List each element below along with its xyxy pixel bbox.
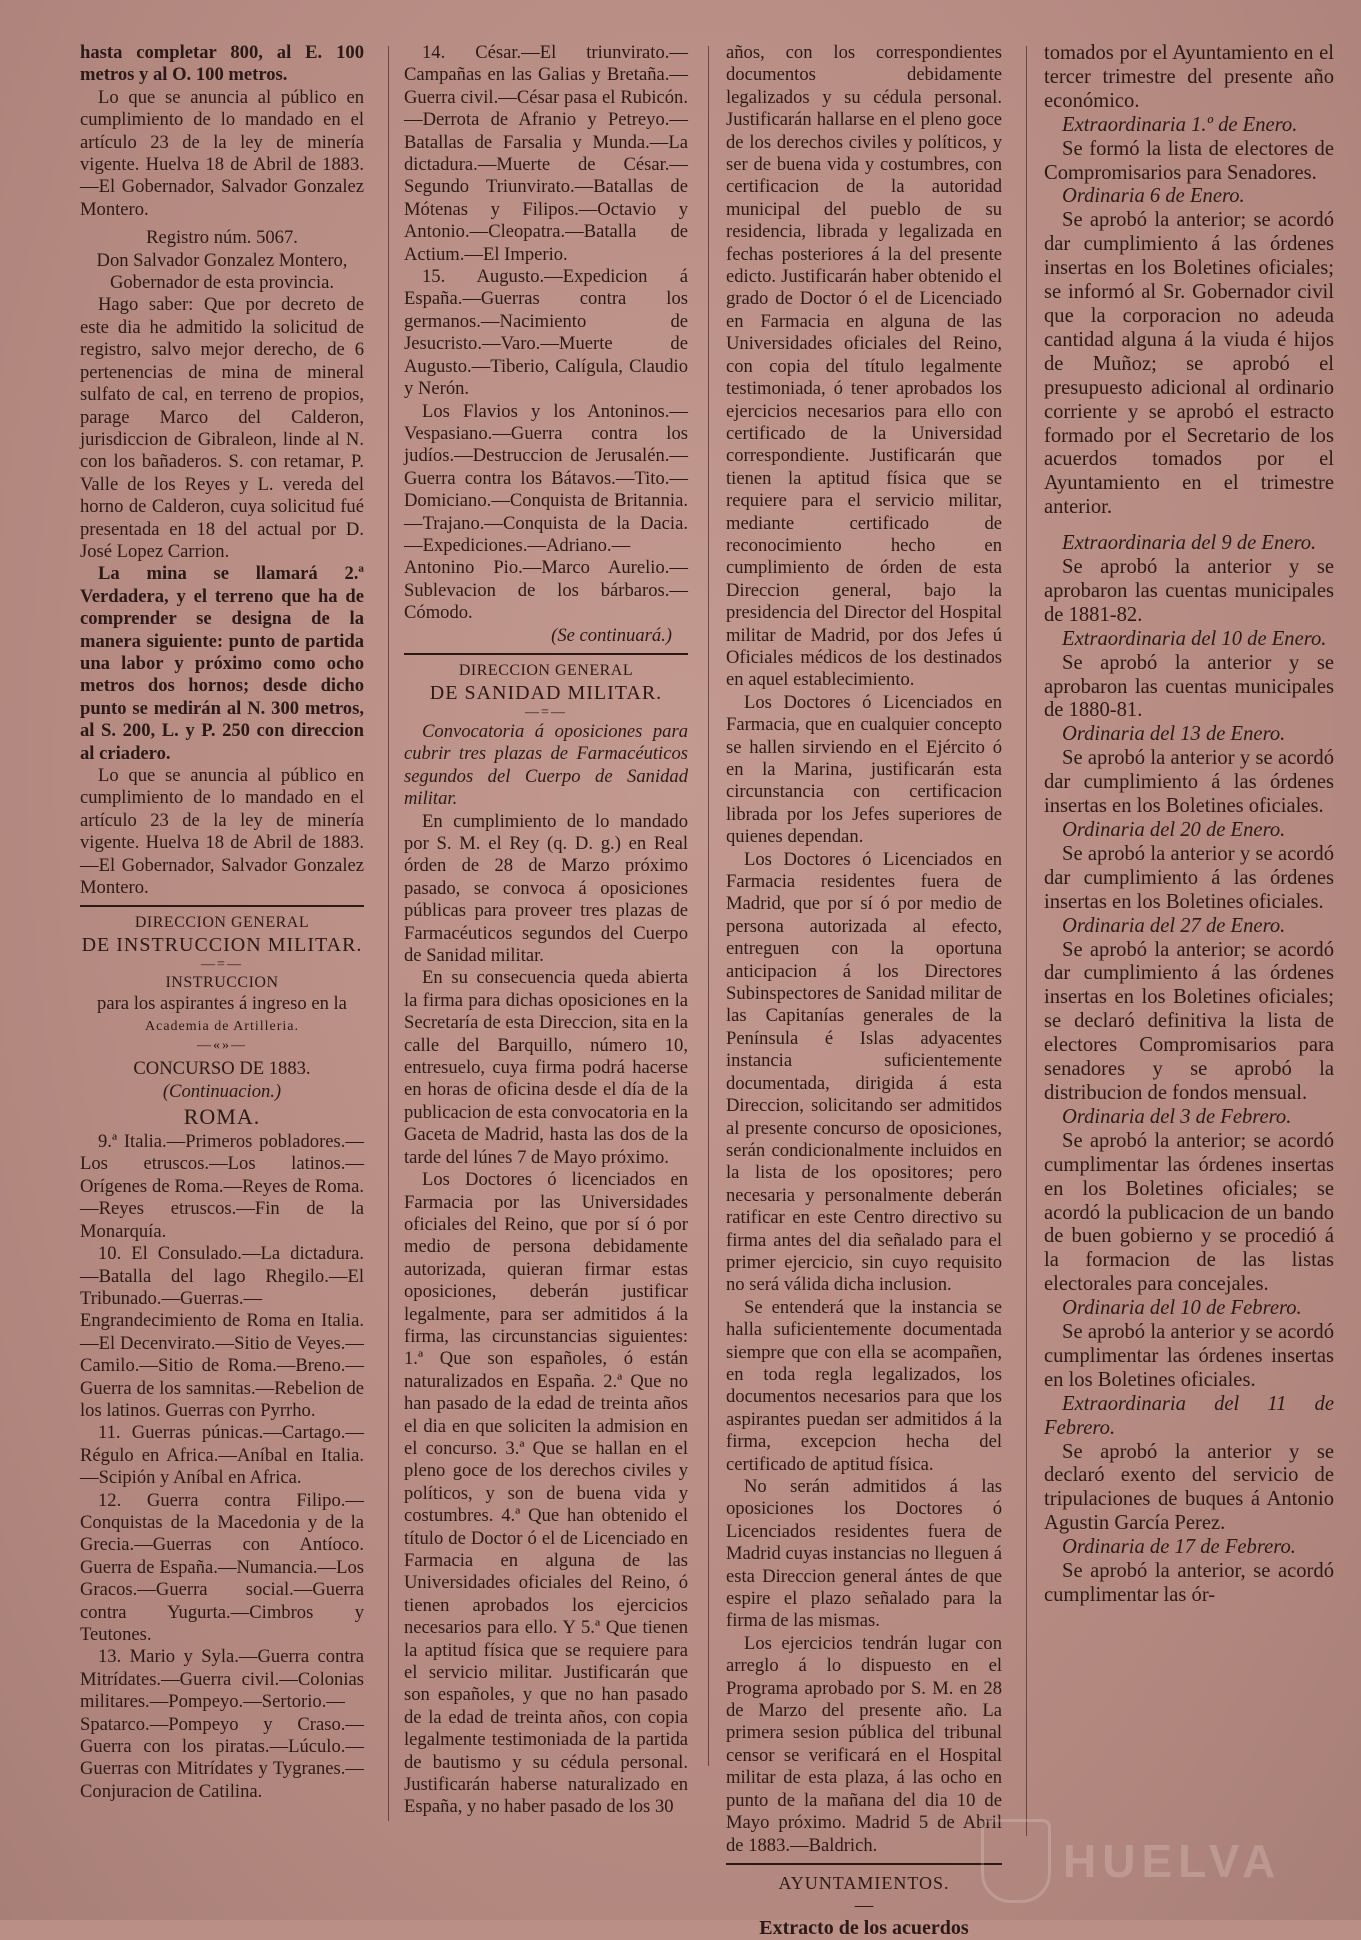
session-heading-6: Ordinaria del 20 de Enero. [1062, 819, 1286, 841]
crest-icon [981, 1819, 1051, 1903]
session-heading-8: Ordinaria del 3 de Febrero. [1062, 1105, 1292, 1128]
convocatoria-p2: En su consecuencia queda abierta la firma para dichas oposiciones en la Secretaría de esta Direccion, sita en la calle del Barquillo, número 10, entresuelo, cuya firma podrá hacerse en horas de oficina desde el día de la publicacion de esta convocatoria en la Gaceta de Madrid, hasta las dos de la tarde del lúnes 7 de Mayo próximo. [404, 967, 688, 1168]
watermark-text: HUELVA [1063, 1835, 1282, 1887]
archive-watermark [981, 1816, 1331, 1906]
ornament-divider-2: —«»— [197, 1038, 247, 1054]
ayuntamientos-dash: — [854, 1894, 874, 1916]
session-heading-1: Extraordinaria 1.º de Enero. [1062, 113, 1298, 136]
instruction-heading: INSTRUCCION [165, 974, 279, 992]
session-heading-9: Ordinaria del 10 de Febrero. [1062, 1297, 1302, 1320]
session-body-6: Se aprobó la anterior y se acordó dar cumplimiento á las órdenes insertas en los Boletines oficiales. [1044, 842, 1334, 913]
program-item-flavios: Los Flavios y los Antoninos.—Vespasiano.—Guerra contra los judíos.—Destruccion de Jerusalén.—Guerra contra los Bátavos.—Tito.—Domiciano.—Conquista de Britannia.—Trajano.—Conquista de la Dacia.—Expediciones.—Adriano.—Antonino Pio.—Marco Aurelio.—Sublevacion de los bárbaros.—Cómodo. [404, 400, 688, 624]
section-divider-2 [404, 653, 688, 655]
mine-description: La mina se llamará 2.ª Verdadera, y el terreno que ha de comprender se designa de la manera siguiente: punto de partida una labor y próximo como ocho metros dos hornos; desde dicho punto se medirán al N. 300 metros, al S. 200, L. y P. 250 con direccion al criadero. [80, 563, 364, 764]
session-heading-4: Extraordinaria del 10 de Enero. [1062, 627, 1327, 650]
session-body-8: Se aprobó la anterior; se acordó cumplimentar las órdenes insertas en los Boletines oficiales; se acordó la publicacion de un bando de buen gobierno y se procedió á la formacion de las listas electorales para concejales. [1044, 1129, 1334, 1296]
ornament-divider: —=— [201, 957, 243, 973]
to-be-continued: (Se continuará.) [551, 624, 672, 646]
session-body-9: Se aprobó la anterior y se acordó cumplimentar las órdenes insertas en los Boletines oficiales. [1044, 1321, 1334, 1391]
program-item-11: 11. Guerras púnicas.—Cartago.—Régulo en Africa.—Aníbal en Italia.—Scipión y Aníbal en Africa. [80, 1422, 364, 1489]
mining-notice-close-2: Lo que se anuncia al público en cumplimiento de lo mandado en el artículo 23 de la ley de minería vigente. Huelva 18 de Abril de 1883.—El Gobernador, Salvador Gonzalez Montero. [80, 765, 364, 899]
academy-name: Academia de Artilleria. [145, 1018, 299, 1034]
column-2 [404, 42, 688, 1914]
session-body-1: Se formó la lista de electores de Compromisarios para Senadores. [1044, 137, 1334, 184]
section-divider [80, 905, 364, 907]
session-body-4: Se aprobó la anterior y se aprobaron las cuentas municipales de 1880-81. [1044, 651, 1334, 722]
section-heading-small-2: DIRECCION GENERAL [458, 661, 634, 679]
governor-line: Don Salvador Gonzalez Montero, Gobernador de esta provincia. [96, 249, 348, 294]
column-3 [726, 42, 1002, 1940]
convocatoria-p9: Los ejercicios tendrán lugar con arreglo á lo dispuesto en el Programa aprobado por S. M. en 28 de Marzo del presente año. La primera sesion pública del tribunal censor se verificará en el Hospital militar de esta plaza, á las ocho en punto de la mañana del dia 10 de Mayo próximo. Madrid 5 de Abril de 1883.—Baldrich. [726, 1632, 1002, 1856]
session-heading-7: Ordinaria del 27 de Enero. [1062, 914, 1286, 937]
roma-heading: ROMA. [183, 1104, 261, 1130]
mining-registration-body: Hago saber: Que por decreto de este dia he admitido la solicitud de registro, salvo mejor derecho, de 6 pertenencias de mina de mineral sulfato de cal, en terreno de propios, parage Marco del Calderon, jurisdiccion de Gibraleon, linde al N. con los bañaderos. S. con retamar, P. Valle de los Reyes y L. vereda del horno de Calderon, cuya solicitud fué presentada en 18 del actual por D. José Lopez Carrion. [80, 294, 364, 562]
program-item-9: 9.ª Italia.—Primeros pobladores.—Los etruscos.—Los latinos.—Orígenes de Roma.—Reyes de Roma.—Reyes etruscos.—Fin de la Monarquía. [80, 1131, 364, 1242]
convocatoria-p7: Se entenderá que la instancia se halla suficientemente documentada siempre que con ella se acompañen, en toda regla legalizados, los documentos necesarios para que los aspirantes puedan ser admitidos á la firma, excepcion hecha del certificado de aptitud física. [726, 1296, 1002, 1475]
column-rule-3 [1026, 46, 1027, 1836]
convocatoria-p4: años, con los correspondientes documentos debidamente legalizados y su cédula personal. Justificarán hallarse en el pleno goce de los derechos civiles y políticos, y ser de buena vida y costumbres, con certificacion de la autoridad municipal del pueblo de su residencia, librada y legalizada en fechas posteriores á la del presente edicto. Justificarán haber obtenido el grado de Doctor ó el de Licenciado en Farmacia en alguna de las Universidades oficiales del Reino, con copia del título legalmente testimoniada, ó tener aprobados los ejercicios necesarios para ello con certificado de la Universidad correspondiente. Justificarán que tienen la aptitud física que se requiere para el servicio militar, mediante certificado de reconocimiento hecho en cumplimiento de órden de esta Direccion general, bajo la presidencia del Director del Hospital militar de Madrid, por dos Jefes ú Oficiales médicos de los destinados en aquel establecimiento. [726, 42, 1002, 691]
column-rule-1 [388, 46, 389, 1821]
convocatoria-p8: No serán admitidos á las oposiciones los Doctores ó Licenciados residentes fuera de Madrid cuyas instancias no lleguen á esta Direccion general ántes de que espire el plazo señalado para la firma de las mismas. [726, 1476, 1002, 1632]
session-heading-10: Extraordinaria del 11 de Febrero. [1044, 1392, 1334, 1439]
session-body-11: Se aprobó la anterior, se acordó cumplimentar las ór- [1044, 1560, 1334, 1606]
convocatoria-p1: En cumplimiento de lo mandado por S. M. el Rey (q. D. g.) en Real órden de 28 de Marzo próximo pasado, se convoca á oposiciones públicas para proveer tres plazas de Farmacéuticos segundos del Cuerpo de Sanidad militar. [404, 810, 688, 967]
ornament-divider-3: —=— [525, 704, 567, 720]
convocatoria-p5: Los Doctores ó Licenciados en Farmacia, que en cualquier concepto se hallen sirviendo en el Ejército ó en la Marina, justificarán esta circunstancia con certificacion librada por los Jefes superiores de quienes dependan. [726, 691, 1002, 848]
mining-notice-end: hasta completar 800, al E. 100 metros y al O. 100 metros. [80, 42, 364, 86]
program-item-10: 10. El Consulado.—La dictadura.—Batalla del lago Rhegilo.—El Tribunado.—Guerras.—Engrandecimiento de Roma en Italia.—El Decenvirato.—Sitio de Veyes.—Camilo.—Sitio de Roma.—Breno.—Guerra de los samnitas.—Rebelion de los latinos. Guerras con Pyrrho. [80, 1243, 364, 1421]
mining-notice-close: Lo que se anuncia al público en cumplimiento de lo mandado en el artículo 23 de la ley de minería vigente. Huelva 18 de Abril de 1883.—El Gobernador, Salvador Gonzalez Montero. [80, 86, 364, 220]
convocatoria-p6: Los Doctores ó Licenciados en Farmacia residentes fuera de Madrid, que por sí ó por medio de persona autorizada al efecto, entreguen con la oportuna anticipacion á los Directores Subinspectores de Sanidad militar de las Capitanías generales de la Península é Islas adyacentes instancia suficientemente documentada, dirigida á esta Direccion, solicitando ser admitidos al presente concurso de oposiciones, serán condicionalmente incluidos en la lista de los opositores; pero necesaria y personalmente deberán ratificar en este Centro directivo su firma antes del dia señalado para el primer ejercicio, sin cuyo requisito no será válida dicha inclusion. [726, 848, 1002, 1296]
section-divider-3 [726, 1863, 1002, 1865]
column-rule-2 [708, 46, 709, 1766]
session-body-2: Se aprobó la anterior; se acordó dar cumplimiento á las órdenes insertas en los Boletines oficiales; se informó al Sr. Gobernador civil que la corporacion no adeuda cantidad alguna á la viuda é hijos de Muñoz; se aprobó el presupuesto adicional al ordinario corriente y se aprobó el estracto formado por el Secretario de los acuerdos tomados por el Ayuntamiento en el trimestre anterior. [1044, 209, 1334, 519]
session-heading-11: Ordinaria de 17 de Febrero. [1062, 1536, 1296, 1559]
section-heading-large-2: DE SANIDAD MILITAR. [429, 681, 663, 704]
session-heading-5: Ordinaria del 13 de Enero. [1062, 723, 1286, 746]
continuation-note: (Continuacion.) [162, 1080, 282, 1102]
acuerdos-intro: tomados por el Ayuntamiento en el tercer trimestre del presente año económico. [1044, 42, 1334, 112]
concurso-title: CONCURSO DE 1883. [133, 1058, 311, 1080]
section-heading-small: DIRECCION GENERAL [134, 914, 310, 932]
registro-number: Registro núm. 5067. [146, 227, 298, 249]
column-1 [80, 42, 364, 1914]
session-body-10: Se aprobó la anterior y se declaró exento del servicio de tripulaciones de buques á Antonio Agustin García Perez. [1044, 1440, 1334, 1535]
program-item-12: 12. Guerra contra Filipo.—Conquistas de la Macedonia y de la Grecia.—Guerras con Antíoco. Guerra de España.—Numancia.—Los Gracos.—Guerra social.—Guerra contra Yugurta.—Cimbros y Teutones. [80, 1489, 364, 1645]
program-item-14: 14. César.—El triunvirato.—Campañas en las Galias y Bretaña.—Guerra civil.—César pasa el Rubicón.—Derrota de Afranio y Petreyo.—Batallas de Farsalia y Munda.—La dictadura.—Muerte de César.—Segundo Triunvirato.—Batallas de Mótenas y Filipos.—Octavio y Antonio.—Cleopatra.—Batalla de Actium.—El Imperio. [404, 42, 688, 265]
session-heading-2: Ordinaria 6 de Enero. [1062, 185, 1245, 208]
convocatoria-p3: Los Doctores ó licenciados en Farmacia por las Universidades oficiales del Reino, que por sí ó por medio de persona debidamente autorizada, quieran firmar estas oposiciones, deberán justificar legalmente, para ser admitidos á la firma, las circunstancias siguientes: 1.ª Que son españoles, ó están naturalizados en España. 2.ª Que no han pasado de la edad de treinta años el dia en que soliciten la admision en el concurso. 3.ª Que se hallan en el pleno goce de los derechos civiles y políticos, y son de buena vida y costumbres. 4.ª Que han obtenido el título de Doctor ó el de Licenciado en Farmacia en alguna de las Universidades oficiales del Reino, ó tienen aprobados los ejercicios necesarios para ello. Y 5.ª Que tienen la aptitud física que se requiere para el servicio militar. Justificarán que son españoles, y que no han pasado de la edad de treinta años, con copia legalmente testimoniada de la partida de bautismo y su cédula personal. Justificarán haberse naturalizado en España, y no haber pasado de los 30 [404, 1169, 688, 1818]
session-body-7: Se aprobó la anterior; se acordó dar cumplimiento á las órdenes insertas en los Boletines oficiales; se declaró definitiva la lista de electores Compromisarios para senadores y se aprobó la distribucion de fondos mensual. [1044, 938, 1334, 1104]
section-heading-large: DE INSTRUCCION MILITAR. [81, 934, 363, 957]
program-item-13: 13. Mario y Syla.—Guerra contra Mitrídates.—Guerra civil.—Colonias militares.—Pompeyo.—Sertorio.—Spatarco.—Pompeyo y Craso.—Guerra con los piratas.—Lúculo.—Guerras con Mitrídates y Tygranes.—Conjuracion de Catilina. [80, 1646, 364, 1802]
instruction-subheading: para los aspirantes á ingreso en la [97, 993, 347, 1015]
session-body-3: Se aprobó la anterior y se aprobaron las cuentas municipales de 1881-82. [1044, 556, 1334, 626]
column-4 [1044, 42, 1334, 1914]
session-heading-3: Extraordinaria del 9 de Enero. [1062, 532, 1317, 555]
ayuntamientos-heading: AYUNTAMIENTOS. [778, 1872, 950, 1893]
session-body-5: Se aprobó la anterior y se acordó dar cumplimiento á las órdenes insertas en los Boletines oficiales. [1044, 747, 1334, 818]
program-item-15: 15. Augusto.—Expedicion á España.—Guerras contra los germanos.—Nacimiento de Jesucristo.—Varo.—Muerte de Augusto.—Tiberio, Calígula, Claudio y Nerón. [404, 266, 688, 400]
extracto-title: Extracto de los acuerdos [759, 1917, 969, 1940]
convocatoria-title: Convocatoria á oposiciones para cubrir tres plazas de Farmacéuticos segundos del Cuerpo de Sanidad militar. [404, 720, 688, 810]
